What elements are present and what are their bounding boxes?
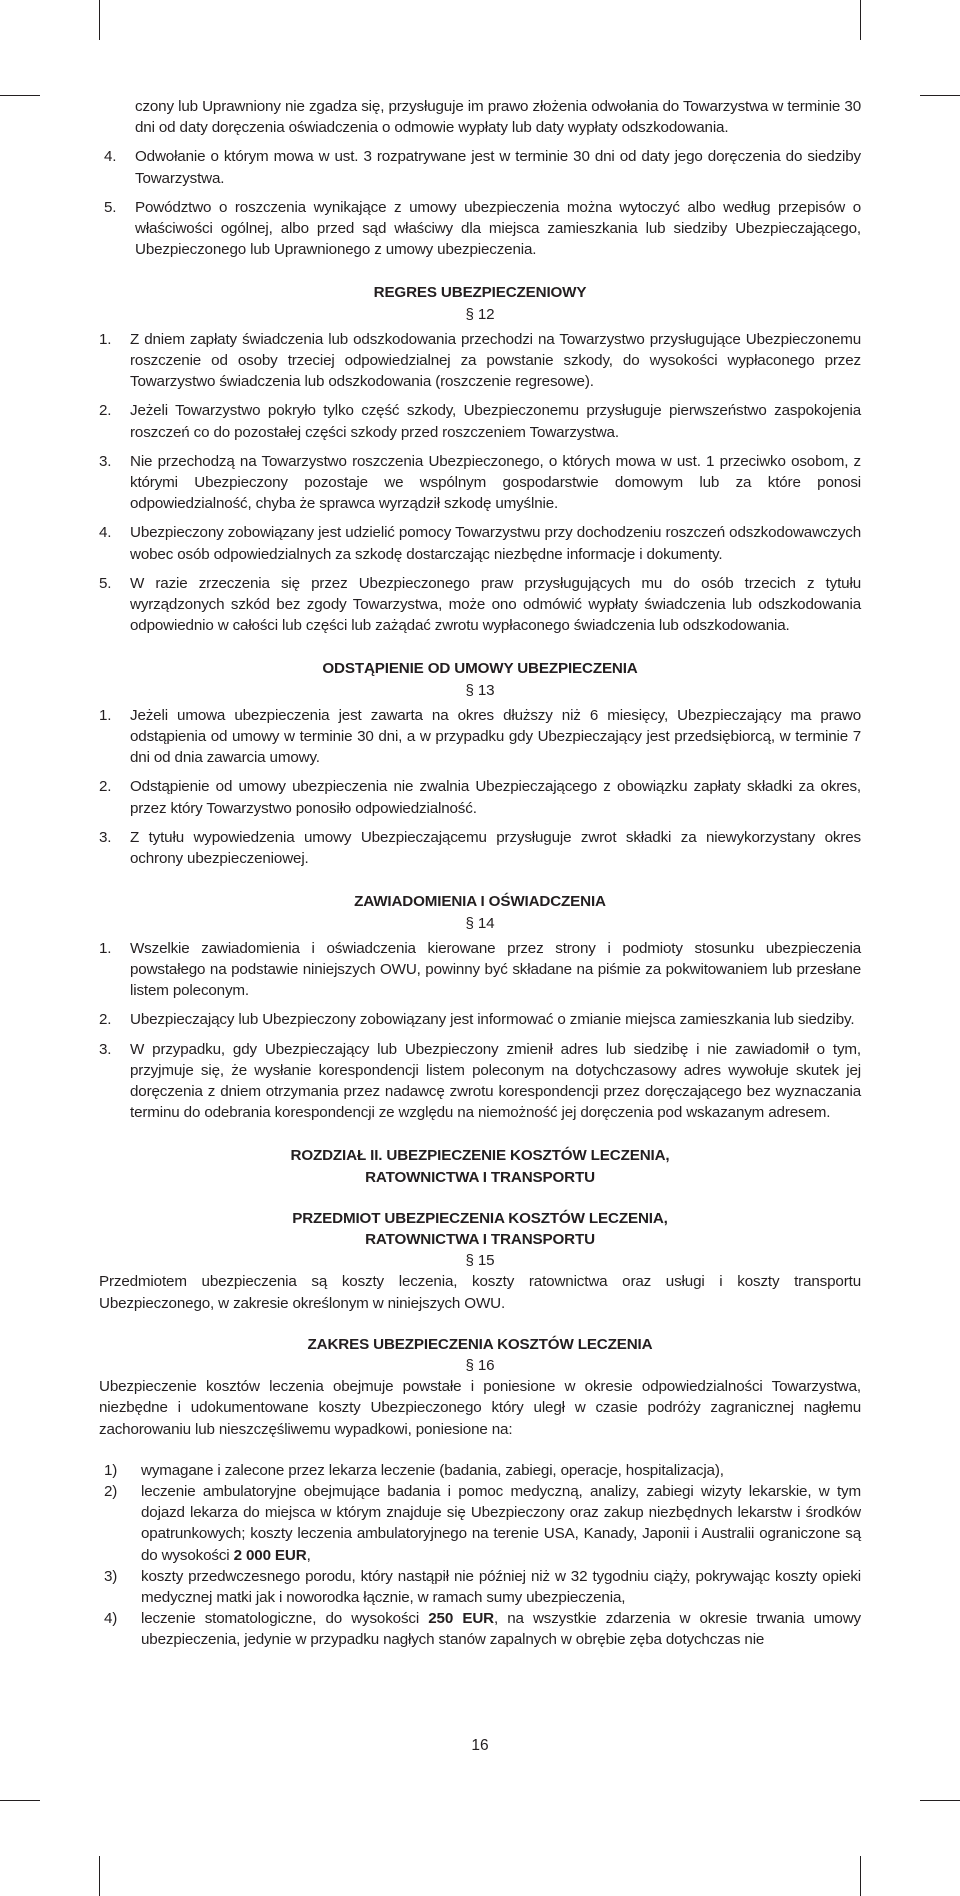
section-12-list — [99, 329, 861, 637]
intro-continuation: czony lub Uprawniony nie zgadza się, przysługuje im prawo złożenia odwołania do Towarzystwa w terminie 30 dni od daty doręczenia oświadczenia o odmowie wypłaty lub daty wypłaty odszkodowania. — [135, 98, 861, 137]
section-number-12: § 12 — [465, 305, 495, 323]
section-16-list — [99, 1460, 861, 1651]
list-item: 4. Ubezpieczony zobowiązany jest udzielić pomocy Towarzystwu przy dochodzeniu roszczeń odszkodowawczych wobec osób odpowiedzialnych za szkodę dostarczając niezbędne informacje i dokumenty. — [99, 524, 861, 563]
crop-mark-bottom-right — [860, 1856, 861, 1896]
section-15-text: Przedmiotem ubezpieczenia są koszty leczenia, koszty ratownictwa oraz usługi i koszty transportu Ubezpieczonego, w zakresie określonym w niniejszych OWU. — [99, 1273, 861, 1312]
crop-mark-top-right — [860, 0, 861, 40]
list-item: 3. Nie przechodzą na Towarzystwo roszczenia Ubezpieczonego, o których mowa w ust. 1 przeciwko osobom, z którymi Ubezpieczony pozostaje we wspólnym gospodarstwie domowym lub za które ponosi odpowiedzialność, chyba że sprawca wyrządził szkodę umyślnie. — [99, 452, 861, 513]
section-heading-odstapienie: ODSTĄPIENIE OD UMOWY UBEZPIECZENIA — [322, 660, 638, 678]
section-heading-regres: REGRES UBEZPIECZENIOWY — [373, 284, 587, 302]
list-item: 4) leczenie stomatologiczne, do wysokości 250 EUR, na wszystkie zdarzenia w okresie trwania umowy ubezpieczenia, jedynie w przypadku nagłych stanów zapalnych w obrębie zęba dotychczas nie — [104, 1610, 861, 1649]
section-number-15: § 15 — [465, 1252, 495, 1270]
list-item: 5. Powództwo o roszczenia wynikające z umowy ubezpieczenia można wytoczyć albo według przepisów o właściwości ogólnej, albo przed sąd właściwy dla miejsca zamieszkania lub siedziby Ubezpieczającego, Ubezpieczonego lub Uprawnionego z umowy ubezpieczenia. — [104, 198, 861, 259]
section-number-13: § 13 — [465, 681, 495, 699]
list-item: 2) leczenie ambulatoryjne obejmujące badania i pomoc medyczną, analizy, zabiegi wizyty lekarskie, w tym dojazd lekarza do miejsca w którym znajduje się Ubezpieczony oraz zakup niezbędnych lekarstw i środków opatrunkowych; koszty leczenia ambulatoryjnego na terenie USA, Kanady, Japonii i Australii ograniczone są do wysokości 2 000 EUR, — [104, 1482, 861, 1564]
list-item: 1. Z dniem zapłaty świadczenia lub odszkodowania przechodzi na Towarzystwo przysługujące Ubezpieczonemu roszczenie od osoby trzeciej odpowiedzialnej za powstanie szkody, do wysokości wypłaconego przez Towarzystwo świadczenia lub odszkodowania (roszczenie regresowe). — [99, 330, 861, 391]
amount-highlight: 250 EUR — [428, 1610, 494, 1628]
crop-mark-right-bottom — [920, 1800, 960, 1801]
list-item: 2. Odstąpienie od umowy ubezpieczenia nie zwalnia Ubezpieczającego z obowiązku zapłaty składki za okres, przez który Towarzystwo ponosiło odpowiedzialność. — [99, 778, 861, 817]
section-number-14: § 14 — [465, 914, 495, 932]
list-item: 1. Jeżeli umowa ubezpieczenia jest zawarta na okres dłuższy niż 6 miesięcy, Ubezpieczający ma prawo odstąpienia od umowy w terminie 30 dni, a w przypadku gdy Ubezpieczający jest przedsiębiorcą, w terminie 7 dni od dnia zawarcia umowy. — [99, 706, 861, 767]
list-item: 2. Ubezpieczający lub Ubezpieczony zobowiązany jest informować o zmianie miejsca zamieszkania lub siedziby. — [99, 1011, 855, 1029]
list-item: 1. Wszelkie zawiadomienia i oświadczenia kierowane przez strony i podmioty stosunku ubezpieczenia powstałego na podstawie niniejszych OWU, powinny być składane na piśmie za pokwitowaniem lub przesłane listem poleconym. — [99, 939, 861, 1000]
crop-mark-bottom-left — [99, 1856, 100, 1896]
section-heading-zawiadomienia: ZAWIADOMIENIA I OŚWIADCZENIA — [354, 893, 606, 911]
crop-mark-right-top — [920, 95, 960, 96]
crop-mark-left-bottom — [0, 1800, 40, 1801]
section-heading-przedmiot-line-1: PRZEDMIOT UBEZPIECZENIA KOSZTÓW LECZENIA, — [292, 1209, 668, 1227]
section-number-16: § 16 — [465, 1356, 495, 1374]
section-13-list — [99, 705, 861, 869]
list-item: 2. Jeżeli Towarzystwo pokryło tylko część szkody, Ubezpieczonemu przysługuje pierwszeństwo zaspokojenia roszczeń co do pozostałej części szkody przed roszczeniem Towarzystwa. — [99, 402, 861, 441]
section-16-text: Ubezpieczenie kosztów leczenia obejmuje powstałe i poniesione w okresie odpowiedzialności Towarzystwa, niezbędne i udokumentowane koszty Ubezpieczonego który uległ w czasie podróży zagranicznej nagłemu zachorowaniu lub nieszczęśliwemu wypadkowi, poniesione na: — [99, 1378, 861, 1438]
list-item: 3) koszty przedwczesnego porodu, który nastąpił nie później niż w 32 tygodniu ciąży, pokrywając koszty opieki medycznej matki jak i noworodka łącznie, w ramach sumy ubezpieczenia, — [104, 1567, 861, 1606]
list-item: 3. Z tytułu wypowiedzenia umowy Ubezpieczającemu przysługuje zwrot składki za niewykorzystany okres ochrony ubezpieczeniowej. — [99, 828, 861, 868]
crop-mark-top-left — [99, 0, 100, 40]
list-item: 1) wymagane i zalecone przez lekarza leczenie (badania, zabiegi, operacje, hospitalizacja), — [104, 1461, 724, 1479]
page-number: 16 — [471, 1737, 489, 1754]
section-heading-przedmiot-line-2: RATOWNICTWA I TRANSPORTU — [365, 1230, 595, 1248]
amount-highlight: 2 000 EUR — [233, 1546, 307, 1564]
chapter-title-line-1: ROZDZIAŁ II. UBEZPIECZENIE KOSZTÓW LECZENIA, — [290, 1147, 670, 1165]
list-item: 4. Odwołanie o którym mowa w ust. 3 rozpatrywane jest w terminie 30 dni od daty jego doręczenia do siedziby Towarzystwa. — [104, 148, 861, 187]
section-heading-zakres: ZAKRES UBEZPIECZENIA KOSZTÓW LECZENIA — [307, 1335, 653, 1353]
chapter-title-line-2: RATOWNICTWA I TRANSPORTU — [365, 1168, 595, 1186]
document-page — [99, 96, 861, 1651]
intro-list — [99, 146, 861, 260]
crop-mark-left-top — [0, 95, 40, 96]
list-item: 5. W razie zrzeczenia się przez Ubezpieczonego praw przysługujących mu do osób trzecich z tytułu wyrządzonych szkód bez zgody Towarzystwa, może ono odmówić wypłaty świadczenia lub odszkodowania odpowiednio w całości lub części lub zażądać zwrotu wypłaconego świadczenia lub odszkodowania. — [99, 574, 861, 635]
section-14-list — [99, 938, 861, 1124]
list-item: 3. W przypadku, gdy Ubezpieczający lub Ubezpieczony zmienił adres lub siedzibę i nie zawiadomił o tym, przyjmuje się, że wysłanie korespondencji listem poleconym na dotychczasowy adres wywołuje skutek jej doręczenia z dniem otrzymania przez nadawcę zwrotu korespondencji przez doręczającego bez wyznaczania terminu do odebrania korespondencji ze względu na niemożność jej doręczenia pod wskazanym adresem. — [99, 1040, 861, 1122]
